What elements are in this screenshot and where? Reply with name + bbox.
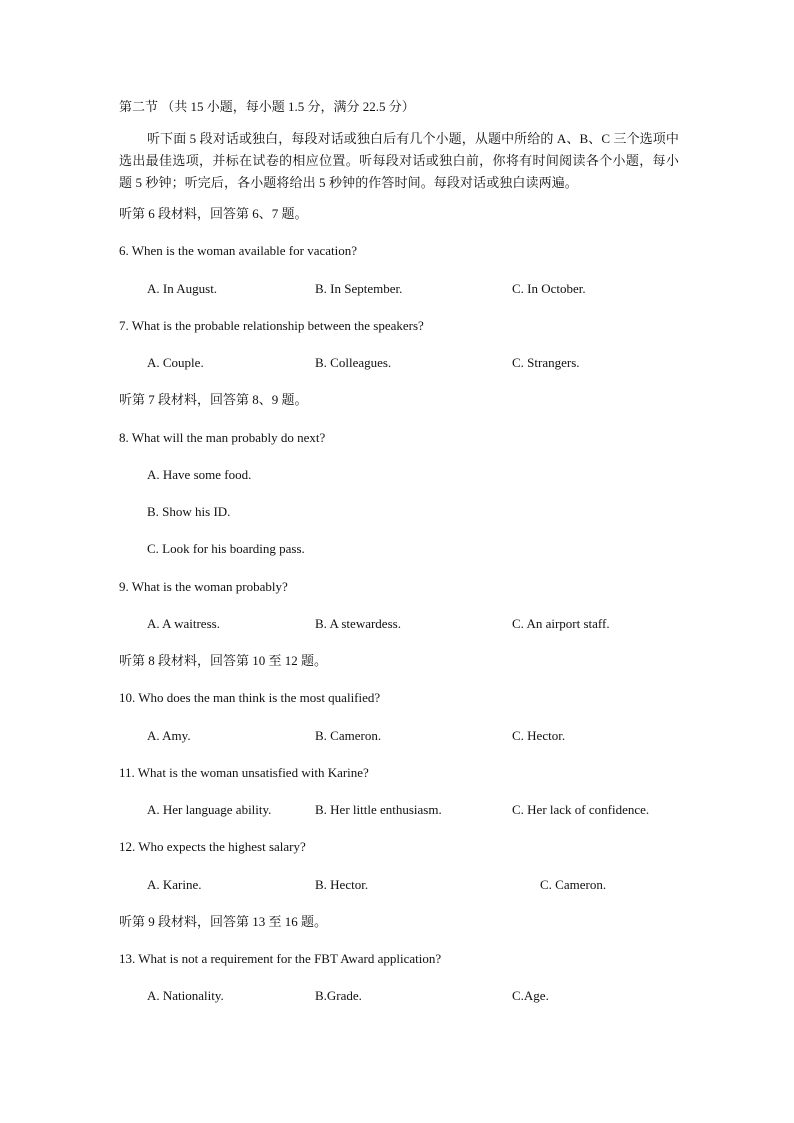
option-a[interactable]: A. In August. xyxy=(147,281,218,296)
question-stem: 9. What is the woman probably? xyxy=(119,579,288,594)
question-stem: 11. What is the woman unsatisfied with Karine? xyxy=(119,765,369,780)
option-a[interactable]: A. Couple. xyxy=(147,355,204,370)
option-b[interactable]: B. Her little enthusiasm. xyxy=(315,802,442,817)
option-c[interactable]: C. Look for his boarding pass. xyxy=(147,541,305,556)
option-b[interactable]: B. In September. xyxy=(315,281,403,296)
section-instructions: 听下面 5 段对话或独白，每段对话或独白后有几个小题，从题中所给的 A、B、C 三个选项中选出最佳选项，并标在试卷的相应位置。听每段对话或独白前，你将有时间阅读各个小题，每小题 5 秒钟；听完后，各小题将给出 5 秒钟的作答时间。每段对话或独白读两遍。 xyxy=(119,131,679,190)
option-a[interactable]: A. A waitress. xyxy=(147,616,220,631)
option-c[interactable]: C. Hector. xyxy=(512,728,566,743)
option-a[interactable]: A. Amy. xyxy=(147,728,191,743)
option-a[interactable]: A. Karine. xyxy=(147,877,202,892)
question-stem: 7. What is the probable relationship between the speakers? xyxy=(119,318,424,333)
group-heading: 听第 6 段材料，回答第 6、7 题。 xyxy=(119,206,308,221)
option-c[interactable]: C. Strangers. xyxy=(512,355,580,370)
option-a[interactable]: A. Her language ability. xyxy=(147,802,272,817)
option-b[interactable]: B. Show his ID. xyxy=(147,504,231,519)
question-stem: 13. What is not a requirement for the FBT Award application? xyxy=(119,951,442,966)
group-heading: 听第 9 段材料，回答第 13 至 16 题。 xyxy=(119,914,328,929)
option-b[interactable]: B. Hector. xyxy=(315,877,369,892)
question-stem: 6. When is the woman available for vacation? xyxy=(119,243,358,258)
option-b[interactable]: B. Cameron. xyxy=(315,728,382,743)
option-c[interactable]: C. An airport staff. xyxy=(512,616,610,631)
question-stem: 8. What will the man probably do next? xyxy=(119,430,326,445)
option-a[interactable]: A. Nationality. xyxy=(147,988,224,1003)
group-heading: 听第 8 段材料，回答第 10 至 12 题。 xyxy=(119,653,328,668)
option-b[interactable]: B.Grade. xyxy=(315,988,362,1003)
option-a[interactable]: A. Have some food. xyxy=(147,467,252,482)
question-stem: 10. Who does the man think is the most qualified? xyxy=(119,690,381,705)
section-title: 第二节 （共 15 小题，每小题 1.5 分，满分 22.5 分） xyxy=(119,99,415,114)
option-c[interactable]: C. Cameron. xyxy=(540,877,607,892)
option-b[interactable]: B. A stewardess. xyxy=(315,616,401,631)
option-b[interactable]: B. Colleagues. xyxy=(315,355,392,370)
option-c[interactable]: C. In October. xyxy=(512,281,586,296)
group-heading: 听第 7 段材料，回答第 8、9 题。 xyxy=(119,392,308,407)
option-c[interactable]: C.Age. xyxy=(512,988,549,1003)
option-c[interactable]: C. Her lack of confidence. xyxy=(512,802,650,817)
question-stem: 12. Who expects the highest salary? xyxy=(119,839,306,854)
